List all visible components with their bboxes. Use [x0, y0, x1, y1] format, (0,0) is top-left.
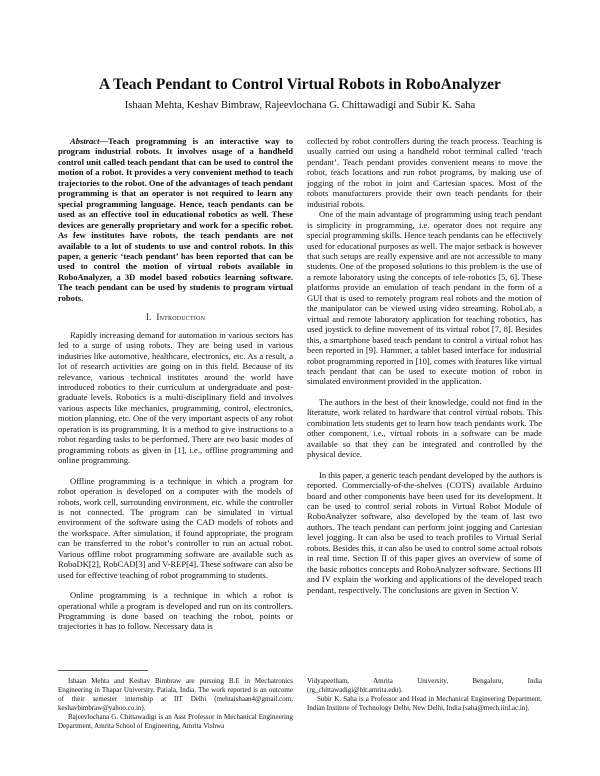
abstract-text: —Teach programming is an interactive way to program industrial robots. It involves usage of a handheld control unit called teach pendant that can be used to control the motion of a robot. It provides a very convenient method to teach trajectories to the robot. One of the advantages of teach pendant programming is that an operator is not required to learn any special programming language. Hence, teach pendants can be used as an effective tool in educational robotics as well. These devices are generally proprietary and work for a specific robot. As few institutes have robots, the teach pendants are not available to a lot of students to use and control robots. In this paper, a generic ‘teach pendant’ has been reported that can be used to control the motion of virtual robots available in RoboAnalyzer, a 3D model based robotics learning software. The teach pendant can be used by students to program virtual robots.	[58, 136, 293, 303]
body-paragraph: The authors in the best of their knowledge, could not find in the literature, work related to hardware that control virtual robots. This combination lets students get to learn how teach pendants work. The other component, i.e., virtual robots in a software can be made available so that they can be integrated and controlled by the physical device.	[307, 396, 542, 460]
footnote: Rajeevlochana G. Chittawadigi is an Asst Professor in Mechanical Engineering Department, Amrita School of Engineering, Amrita Vishwa	[58, 713, 293, 730]
body-paragraph: Offline programming is a technique in which a program for robot operation is developed on a computer with the models of robots, work cell, surrounding environment, etc. while the controller is not connected. The program can be simulated in virtual environment of the software using the CAD models of robots and the workspace. After simulation, if found appropriate, the program can be transferred to the robot’s controller to run an actual robot. Various offline robot programming software are available such as RoboDK[2], RobCAD[3] and V-REP[4]. These software can also be used for effective teaching of robot programming to students.	[58, 475, 293, 580]
body-paragraph: Rapidly increasing demand for automation in various sectors has led to a surge of using robots. They are being used in various industries like automotive, healthcare, electronics, etc. As a result, a lot of research activities are going on in this field. Because of its relevance, various technical institutes around the world have introduced robotics to their curriculum at undergraduate and post-graduate levels. Robotics is a multi-disciplinary field and involves various aspects like mechanics, programming, control, electronics, motion planning, etc. One of the very important aspects of any robot operation is its programming. It is a method to give instructions to a robot regarding tasks to be performed. There are two basic modes of programming robots as given in [1], i.e., offline programming and online programming.	[58, 329, 293, 466]
footnote: Vidyapeetham, Amrita University, Bengaluru, India (rg_chittawadigi@blr.amrita.edu).	[307, 677, 542, 694]
body-paragraph: Online programming is a technique in which a robot is operational while a program is developed and run on its controllers. Programming is done based on teaching the robot, points or trajectories it has to follow. Necessary data is	[58, 590, 293, 632]
abstract-lead: Abstract	[70, 136, 100, 146]
body-paragraph: One of the main advantage of programming using teach pendant is simplicity in programming, i.e. operator does not require any special programming skills. Hence teach pendants can be effectively used for educational purposes as well. The major setback is however that such setups are really expensive and are not accessible to many students. One of the proposed solutions to this problem is the use of a remote laboratory using the concepts of tele-robotics [5, 6]. These platforms provide an emulation of teach pendant in the form of a GUI that is used to remotely program real robots and the motion of the manipulator can be viewed using video streaming. RoboLab, a virtual and remote laboratory application for teaching robotics, has used joystick to define movement of its virtual robot [7, 8]. Besides this, a smartphone based teach pendant to control a virtual robot has been reported in [9]. Hammer, a tablet based interface for industrial robot programming reported in [10], comes with features like virtual teach pendant that can be used to execute motion of robot in simulated environment provided in the application.	[307, 209, 542, 387]
section-number: I.	[145, 312, 152, 323]
body-paragraph: In this paper, a generic teach pendant developed by the authors is reported. Commercially-of-the-shelves (COTS) available Arduino board and other components have been used for its development. It can be used to control serial robots in Virtual Robot Module of RoboAnalyzer software, also developed by the team of last two authors. The teach pendant can perform joint jogging and Cartesian level jogging. It can also be used to teach profiles to Virtual Serial robots. Besides this, it can also be used to control some actual robots in real time. Section II of this paper gives an overview of some of the basic robotics concepts and RoboAnalyzer software. Sections III and IV explain the working and applications of the developed teach pendant, respectively. The conclusions are given in Section V.	[307, 469, 542, 595]
footnote: Subir K. Saha is a Professor and Head in Mechanical Engineering Department, Indian Institute of Technology Delhi, New Delhi, India (saha@mech.iitd.ac.in).	[307, 695, 542, 712]
abstract	[58, 136, 293, 303]
body-paragraph: collected by robot controllers during the teach process. Teaching is usually carried out using a handheld robot terminal called ‘teach pendant’. Teach pendant provides convenient means to move the robot, teach locations and run robot programs, by making use of jogging of the robot in joint and Cartesian spaces. Most of the robots manufacturers provide their own teach pendants for their industrial robots.	[307, 136, 542, 209]
footnote: Ishaan Mehta and Keshav Bimbraw are pursuing B.E in Mechatronics Engineering in Thapar University, Patiala, India. The work reported is an outcome of their semester internship at IIT Delhi (mehtaishaan4@gmail.com, keshavbimbraw@yahoo.co.in).	[58, 677, 293, 712]
right-column	[307, 136, 542, 595]
author-list: Ishaan Mehta, Keshav Bimbraw, Rajeevlochana G. Chittawadigi and Subir K. Saha	[124, 100, 476, 111]
footnotes-right	[307, 677, 542, 713]
left-column	[58, 136, 293, 632]
footnote-rule	[58, 670, 148, 671]
footnotes-left	[58, 677, 293, 731]
paper-title: A Teach Pendant to Control Virtual Robots in RoboAnalyzer	[99, 76, 501, 93]
section-title: Introduction	[156, 312, 206, 323]
section-heading-introduction	[58, 312, 293, 322]
